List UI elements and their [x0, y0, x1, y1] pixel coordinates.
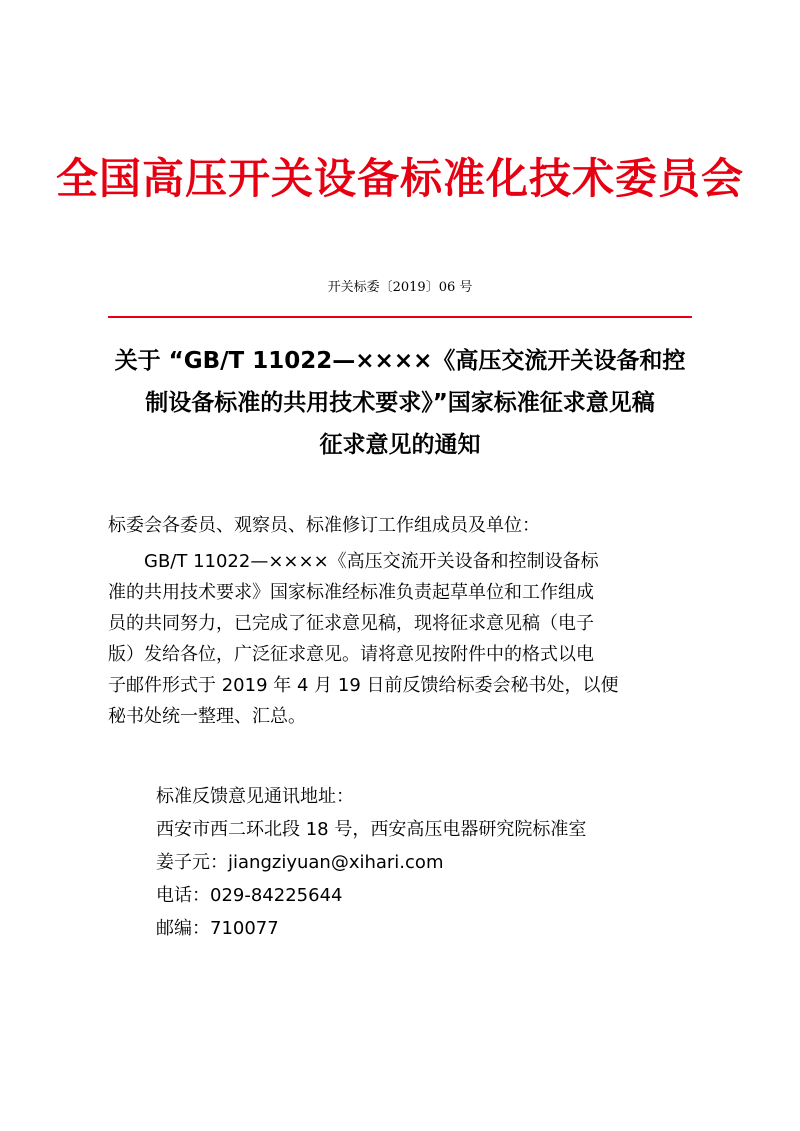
paragraph-line-3: 员的共同努力，已完成了征求意见稿，现将征求意见稿（电子	[108, 613, 594, 634]
notice-title	[100, 340, 700, 466]
paragraph-line-2: 准的共用技术要求》国家标准经标准负责起草单位和工作组成	[108, 582, 594, 603]
notice-title-line-3: 征求意见的通知	[319, 432, 481, 458]
contact-postcode: 邮编：710077	[156, 918, 279, 939]
paragraph-line-1: GB/T 11022—××××《高压交流开关设备和控制设备标	[144, 551, 599, 572]
paragraph-line-6: 秘书处统一整理、汇总。	[108, 706, 306, 727]
paragraph-line-5: 子邮件形式于 2019 年 4 月 19 日前反馈给标委会秘书处，以便	[108, 675, 619, 696]
organization-title: 全国高压开关设备标准化技术委员会	[55, 154, 744, 203]
red-divider-line	[108, 316, 692, 318]
contact-person-email: 姜子元：jiangziyuan@xihari.com	[156, 852, 444, 873]
paragraph-line-4: 版）发给各位，广泛征求意见。请将意见按附件中的格式以电	[108, 644, 594, 665]
notice-title-line-1: 关于 “GB/T 11022—××××《高压交流开关设备和控	[114, 348, 686, 374]
contact-phone: 电话：029-84225644	[156, 885, 343, 906]
notice-title-line-2: 制设备标准的共用技术要求》”国家标准征求意见稿	[145, 390, 655, 416]
contact-block	[108, 780, 698, 945]
body-paragraph	[108, 546, 698, 732]
document-number: 开关标委〔2019〕06 号	[327, 280, 473, 295]
contact-heading: 标准反馈意见通讯地址：	[156, 786, 354, 807]
contact-address: 西安市西二环北段 18 号，西安高压电器研究院标准室	[156, 819, 587, 840]
salutation: 标委会各委员、观察员、标准修订工作组成员及单位：	[108, 515, 540, 536]
